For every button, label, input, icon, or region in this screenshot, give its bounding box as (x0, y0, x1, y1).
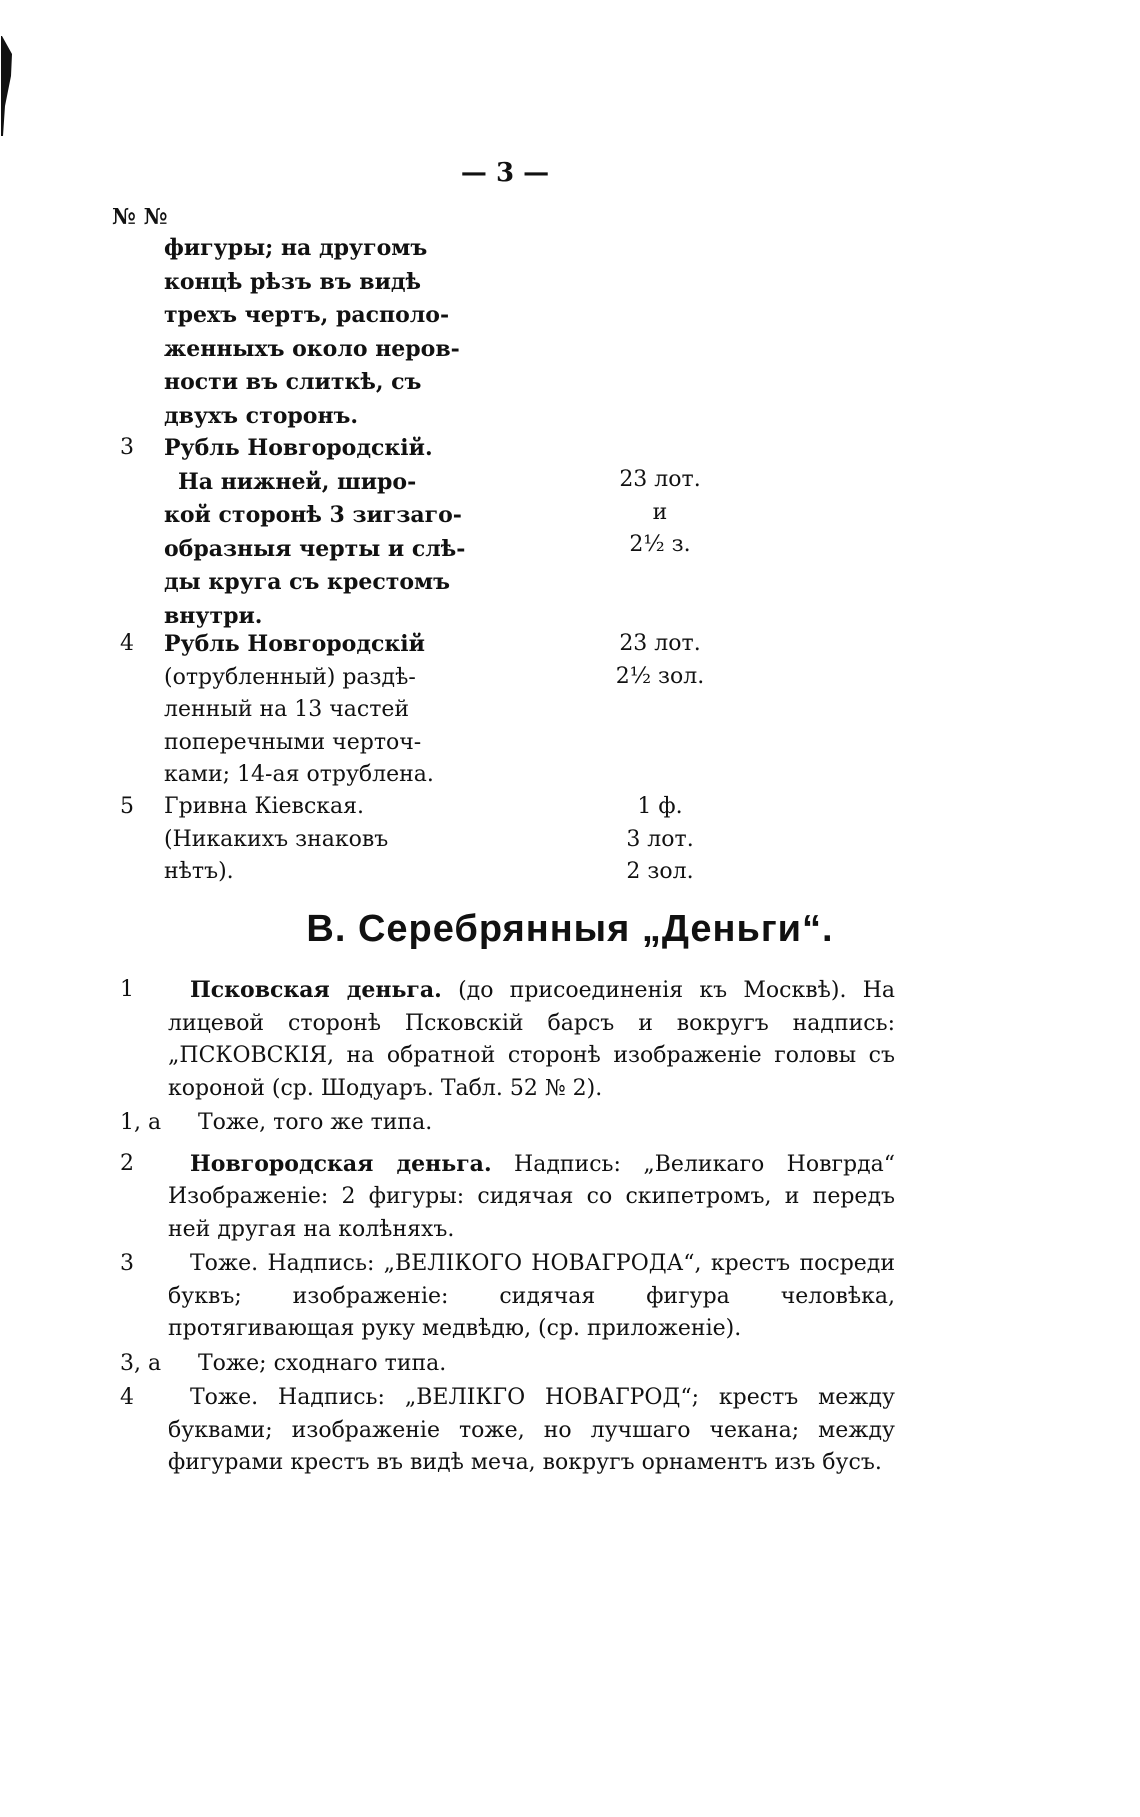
coin-description (168, 1248, 895, 1346)
list-item (120, 974, 895, 1105)
entry-text: внутри. (164, 602, 263, 629)
coin-number: 1 (120, 977, 134, 1002)
entry-text: ленный на 13 частей (164, 697, 410, 722)
coin-number: 2 (120, 1150, 134, 1176)
section-title: В. Серебрянныя „Деньги“. (306, 908, 834, 950)
entry-description (164, 628, 560, 792)
coin-number: 4 (120, 1385, 134, 1410)
list-item (120, 1248, 895, 1346)
weight-line: и (652, 499, 668, 525)
entry-description (164, 232, 560, 433)
list-item (120, 1382, 895, 1480)
coin-text: Тоже, того же типа. (198, 1110, 433, 1135)
entry-text: трехъ чертъ, располо- (164, 302, 450, 328)
coin-text: (до присоединенія къ Москвѣ). На лицевой сторонѣ Псковскій барсъ и вокругъ надпись: „ПСКОВСКІЯ, на обратной сторонѣ изображеніе головы съ короной (ср. Шодуаръ. Табл. 52 № 2). (168, 978, 895, 1101)
list-item (120, 432, 730, 628)
entry-text: фигуры; на другомъ (164, 235, 428, 261)
entry-text: (отрубленный) раздѣ- (164, 664, 416, 690)
coin-number: 1, а (120, 1110, 162, 1135)
coin-name: Новгородская деньга. (190, 1150, 492, 1177)
entry-text: концѣ рѣзъ въ видѣ (164, 268, 422, 295)
entry-number: 3 (120, 435, 134, 460)
entry-text: образныя черты и слѣ- (164, 535, 466, 562)
list-item (120, 1107, 895, 1140)
coin-description (198, 1348, 895, 1381)
entry-number: 4 (120, 631, 134, 656)
entry-text: нѣтъ). (164, 859, 234, 884)
weight-line: 2½ з. (629, 532, 691, 557)
entry-text: поперечными черточ- (164, 729, 422, 755)
entry-text: ками; 14-ая отрублена. (164, 762, 434, 787)
entry-number: 5 (120, 794, 134, 819)
entry-text: кой сторонѣ 3 зигзаго- (164, 502, 462, 528)
entry-weight (560, 791, 760, 889)
weight-line: 3 лот. (626, 826, 694, 852)
scan-edge-mark (0, 36, 14, 136)
coin-description (198, 1107, 895, 1140)
coin-list (120, 974, 895, 1482)
coin-description (168, 974, 895, 1105)
entry-text: двухъ сторонъ. (164, 402, 359, 429)
weight-line: 23 лот. (619, 467, 701, 492)
entry-weight (560, 464, 760, 562)
list-item (120, 1148, 895, 1247)
entry-text: женныхъ около неров- (164, 335, 460, 362)
coin-text: Тоже; сходнаго типа. (198, 1350, 447, 1376)
coin-text: Надпись: „Великаго Новгрда“ Изображеніе: 2 фигуры: сидячая со скипетромъ, и передъ ней другая на колѣняхъ. (168, 1151, 895, 1242)
coin-number: 3, а (120, 1350, 162, 1376)
ingot-list (120, 232, 730, 891)
entry-text: ды круга съ крестомъ (164, 569, 451, 595)
entry-title: Рубль Новгородскій. (164, 435, 433, 461)
entry-description (164, 432, 560, 633)
weight-line: 23 лот. (619, 631, 701, 656)
entry-description (164, 791, 560, 889)
coin-name: Псковская деньга. (190, 977, 442, 1003)
list-item (120, 628, 730, 791)
entry-title: Гривна Кіевская. (164, 794, 364, 819)
list-item (120, 1348, 895, 1381)
coin-text: Тоже. Надпись: „ВЕЛІКГО НОВАГРОД“; крестъ между буквами; изображеніе тоже, но лучшаго чекана; между фигурами крестъ въ видѣ меча, вокругъ орнаментъ изъ бусъ. (168, 1385, 895, 1475)
page-number: — 3 — (460, 158, 550, 188)
weight-line: 2 зол. (626, 859, 694, 884)
coin-description (168, 1382, 895, 1480)
entry-text: (Никакихъ знаковъ (164, 826, 389, 852)
weight-line: 2½ зол. (615, 663, 705, 689)
list-item (120, 232, 730, 432)
coin-text: Тоже. Надпись: „ВЕЛІКОГО НОВАГРОДА“, крестъ посреди буквъ; изображеніе: сидячая фигура человѣка, протягивающая руку медвѣдю, (ср. приложеніе). (168, 1251, 895, 1341)
coin-description (168, 1148, 895, 1247)
entry-text: На нижней, широ- (178, 468, 417, 495)
weight-line: 1 ф. (637, 794, 683, 819)
column-header: № № (112, 204, 168, 230)
entry-text: ности въ слиткѣ, съ (164, 369, 422, 395)
coin-number: 3 (120, 1251, 134, 1276)
list-item (120, 791, 730, 891)
entry-title: Рубль Новгородскій (164, 631, 425, 657)
entry-weight (560, 628, 760, 693)
